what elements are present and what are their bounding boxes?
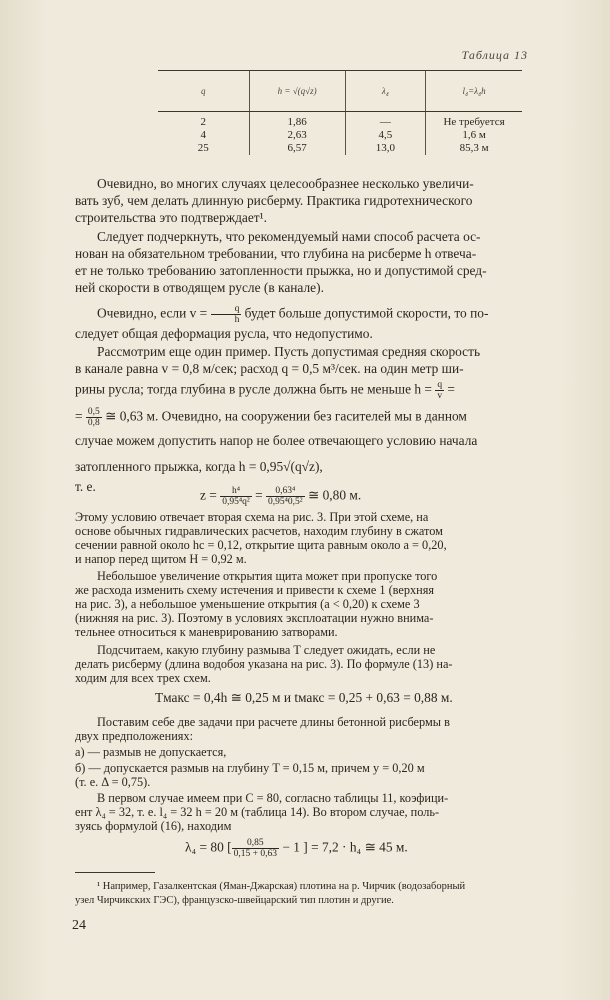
fraction-num: 0,85 [232, 838, 279, 849]
table-13 [158, 70, 522, 155]
paragraph-line [75, 380, 545, 401]
paragraph-line: а) — размыв не допускается, [75, 745, 227, 759]
table-header-row [158, 71, 522, 112]
paragraph-line: ней скорости в отводящем русле (в канале). [75, 280, 324, 295]
paragraph-line: нован на обязательном требовании, что глубина на рисберме h отвеча- [75, 246, 477, 261]
paragraph-line: ходим для всех трех схем. [75, 671, 211, 685]
table-row [158, 129, 522, 142]
text-run: рины русла; тогда глубина в русле должна быть не меньше h = [75, 381, 436, 397]
paragraph-line: и напор перед щитом H = 0,92 м. [75, 552, 247, 566]
paragraph-line: зуясь формулой (16), находим [75, 819, 232, 833]
header-lambda: λ₄ [345, 71, 425, 112]
paragraph-line: основе обычных гидравлических расчетов, находим глубину в сжатом [75, 524, 443, 538]
paragraph-line: вать зуб, чем делать длинную рисберму. Практика гидротехнического [75, 193, 473, 208]
paragraph-line: Небольшое увеличение открытия щита может при пропуске того [97, 569, 438, 583]
paragraph-line: сечении равной около hc = 0,12, открытие щита равным около a = 0,20, [75, 538, 447, 552]
page-number: 24 [72, 918, 86, 933]
paragraph-line: ент λ₄ = 32, т. е. l₄ = 32 h = 20 м (таблица 14). Во втором случае, поль- [75, 805, 440, 819]
table-row [158, 112, 522, 130]
cell: 13,0 [345, 142, 425, 155]
paragraph-line: Рассмотрим еще один пример. Пусть допустимая средняя скорость [97, 344, 481, 359]
text-run: Очевидно, если v = [97, 305, 211, 321]
fraction-den: 0,15 + 0,63 [233, 849, 277, 859]
header-l4: l₄=λ₄h [426, 71, 522, 112]
cell: 1,86 [249, 112, 345, 130]
paragraph-line: Поставим себе две задачи при расчете длины бетонной рисбермы в [97, 715, 450, 729]
paragraph-line: (нижняя на рис. 3). Поэтому в условиях эксплоатации нужно внима- [75, 611, 434, 625]
fraction-num: h⁴ [220, 486, 252, 497]
cell: — [345, 112, 425, 130]
cell: 6,57 [249, 142, 345, 155]
fraction-num: 0,5 [87, 407, 100, 417]
eq-run: − 1 ] = 7,2 · h₄ ≅ 45 м. [278, 839, 408, 855]
fraction [435, 380, 444, 401]
eq-run: ≅ 0,80 м. [304, 487, 362, 503]
footnote-rule [75, 872, 155, 873]
text-run: будет больше допустимой скорости, то по- [241, 305, 489, 321]
fraction-den: 0,95⁴q² [222, 497, 250, 507]
cell: 85,3 м [426, 142, 522, 155]
paragraph-line: т. е. [75, 479, 96, 494]
eq-run: z = [200, 487, 221, 503]
footnote-line: ¹ Например, Газалкентская (Яман-Джарская) плотина на р. Чирчик (водозаборный [97, 881, 466, 892]
equation [185, 838, 408, 859]
fraction [211, 304, 242, 325]
paragraph-line: В первом случае имеем при C = 80, согласно таблицы 11, коэфици- [97, 791, 449, 805]
paragraph-line: случае можем допустить напор не более отвечающего условию начала [75, 433, 478, 448]
fraction [232, 838, 279, 859]
cell: 1,6 м [426, 129, 522, 142]
fraction-num: q [211, 304, 242, 315]
paragraph-line: делать рисберму (длина водобоя указана на рис. 3). По формуле (13) на- [75, 657, 453, 671]
table-caption: Таблица 13 [461, 48, 528, 62]
paragraph-line: (т. е. Δ = 0,75). [75, 775, 151, 789]
table-row [158, 142, 522, 155]
equation: Tмакс = 0,4h ≅ 0,25 м и tмакс = 0,25 + 0,63 = 0,88 м. [155, 690, 453, 705]
paragraph-line: Следует подчеркнуть, что рекомендуемый нами способ расчета ос- [97, 229, 481, 244]
fraction [86, 407, 102, 428]
fraction-num: 0,63⁴ [266, 486, 305, 497]
paragraph-line [75, 304, 545, 325]
text-run: = [75, 408, 86, 424]
paragraph-line: ет не только требованию затопленности прыжка, но и допустимой сред- [75, 263, 487, 278]
cell: 2 [200, 116, 207, 128]
eq-run: λ₄ = 80 [ [185, 839, 232, 855]
paragraph-line: Очевидно, во многих случаях целесообразнее несколько увеличи- [97, 176, 474, 191]
paragraph-line: на рис. 3), а небольшое уменьшение открытия (a < 0,20) к схеме 3 [75, 597, 420, 611]
paragraph-line: же расхода изменить схему истечения и привести к схеме 1 (верхняя [75, 583, 435, 597]
fraction [220, 486, 252, 507]
cell: 4 [200, 129, 207, 141]
paragraph-line: Подсчитаем, какую глубину размыва T следует ожидать, если не [97, 643, 436, 657]
cell: 4,5 [345, 129, 425, 142]
paragraph-line: б) — допускается размыв на глубину T = 0,15 м, причем y = 0,20 м [75, 761, 425, 775]
text-run: ≅ 0,63 м. Очевидно, на сооружении без гасителей мы в данном [101, 408, 467, 424]
fraction-den: 0,95⁴0,5² [268, 497, 303, 507]
paragraph-line: строительства это подтверждает¹. [75, 210, 267, 225]
equation [200, 486, 361, 507]
fraction-den: v [437, 391, 443, 401]
paragraph-line [75, 407, 545, 428]
text-run: = [444, 381, 455, 397]
cell: 25 [197, 142, 209, 154]
eq-run: = [251, 487, 266, 503]
paragraph-line: в канале равна v = 0,8 м/сек; расход q = 0,5 м³/сек. на один метр ши- [75, 361, 464, 376]
paragraph-line: затопленного прыжка, когда h = 0,95√(q√z), [75, 459, 323, 474]
paragraph-line: тельнее относиться к маневрированию затворами. [75, 625, 338, 639]
cell: 2,63 [249, 129, 345, 142]
paragraph-line: двух предположениях: [75, 729, 194, 743]
paragraph-line: Этому условию отвечает вторая схема на рис. 3. При этой схеме, на [75, 510, 429, 524]
fraction-den: h [234, 315, 240, 325]
cell: Не требуется [426, 112, 522, 130]
fraction [266, 486, 305, 507]
paragraph-line: следует общая деформация русла, что недопустимо. [75, 326, 373, 341]
fraction-den: 0,8 [87, 418, 100, 428]
fraction-num: q [437, 380, 443, 390]
header-q: q [158, 71, 249, 112]
footnote-line: узел Чирчикских ГЭС), французско-швейцарский тип плотин и другие. [75, 895, 394, 906]
header-h: h = √(q√z) [249, 71, 345, 112]
